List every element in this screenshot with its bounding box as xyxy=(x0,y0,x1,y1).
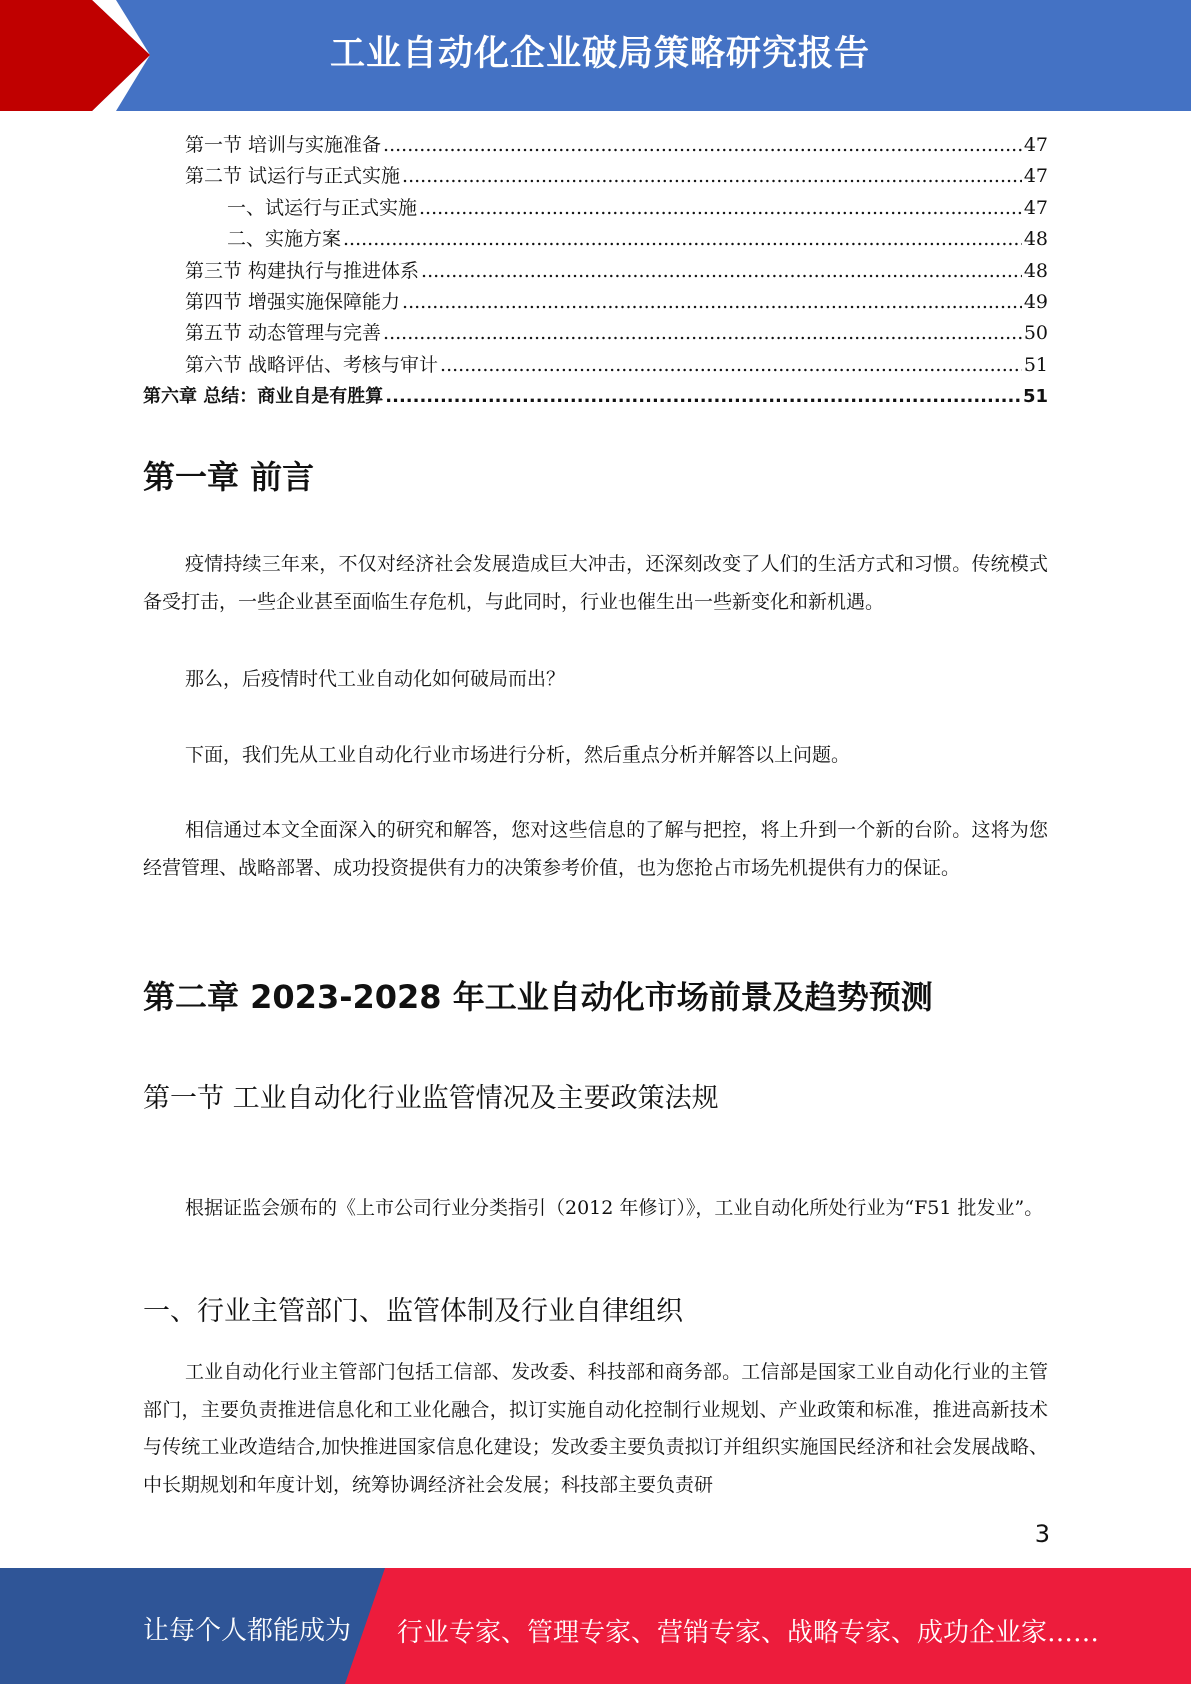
toc-leader-dots xyxy=(440,350,1022,381)
toc-leader-dots xyxy=(383,318,1022,349)
table-of-contents xyxy=(143,130,1048,413)
chapter1-paragraph-3: 下面，我们先从工业自动化行业市场进行分析，然后重点分析并解答以上问题。 xyxy=(185,744,851,766)
toc-entry-page: 51 xyxy=(1023,353,1048,376)
page-number: 3 xyxy=(1034,1520,1050,1548)
toc-leader-dots xyxy=(419,193,1022,224)
chapter1-paragraph-4: 相信通过本文全面深入的研究和解答，您对这些信息的了解与把控，将上升到一个新的台阶。这将为您经营管理、战略部署、成功投资提供有力的决策参考价值，也为您抢占市场先机提供有力的保证。 xyxy=(143,819,1048,879)
toc-entry[interactable] xyxy=(143,287,1048,318)
chapter2-paragraph-1: 根据证监会颁布的《上市公司行业分类指引（2012 年修订）》，工业自动化所处行业为“F51 批发业”。 xyxy=(185,1197,1044,1219)
toc-entry-label: 第三节 构建执行与推进体系 xyxy=(185,259,420,282)
toc-leader-dots xyxy=(385,381,1021,412)
chapter1-title: 第一章 前言 xyxy=(143,458,315,496)
toc-entry-label: 一、试运行与正式实施 xyxy=(227,196,418,219)
toc-entry-page: 50 xyxy=(1023,322,1048,345)
chapter2-section1-title: 第一节 工业自动化行业监管情况及主要政策法规 xyxy=(143,1083,719,1114)
toc-entry[interactable] xyxy=(143,381,1048,412)
toc-entry[interactable] xyxy=(143,161,1048,192)
footer-slogan-right: 行业专家、管理专家、营销专家、战略专家、成功企业家…… xyxy=(397,1618,1100,1648)
toc-entry-page: 47 xyxy=(1023,165,1048,188)
chapter2-sub1-title: 一、行业主管部门、监管体制及行业自律组织 xyxy=(143,1296,683,1327)
toc-entry-page: 51 xyxy=(1022,386,1048,408)
toc-entry-page: 47 xyxy=(1023,196,1048,219)
toc-leader-dots xyxy=(402,161,1022,192)
toc-entry-label: 二、实施方案 xyxy=(227,228,342,251)
toc-entry-label: 第一节 培训与实施准备 xyxy=(185,134,382,156)
toc-entry[interactable] xyxy=(143,224,1048,255)
footer-slogan-left: 让每个人都能成为 xyxy=(143,1616,352,1646)
toc-leader-dots xyxy=(343,224,1022,255)
chapter2-title: 第二章 2023-2028 年工业自动化市场前景及趋势预测 xyxy=(143,978,933,1016)
toc-leader-dots xyxy=(383,130,1022,161)
toc-entry-page: 49 xyxy=(1023,290,1048,313)
toc-leader-dots xyxy=(421,256,1022,287)
toc-entry-label: 第二节 试运行与正式实施 xyxy=(185,165,401,188)
toc-entry[interactable] xyxy=(143,130,1048,161)
toc-entry[interactable] xyxy=(143,318,1048,349)
toc-entry-label: 第六章 总结：商业自是有胜算 xyxy=(143,386,384,408)
chapter2-paragraph-2: 工业自动化行业主管部门包括工信部、发改委、科技部和商务部。工信部是国家工业自动化行业的主管部门，主要负责推进信息化和工业化融合，拟订实施自动化控制行业规划、产业政策和标准，推进高新技术与传统工业改造结合,加快推进国家信息化建设；发改委主要负责拟订并组织实施国民经济和社会发展战略、中长期规划和年度计划，统筹协调经济社会发展；科技部主要负责研 xyxy=(143,1361,1048,1496)
page-header xyxy=(0,0,1191,111)
toc-leader-dots xyxy=(402,287,1022,318)
page-footer xyxy=(0,1568,1191,1684)
toc-entry-page: 48 xyxy=(1023,228,1048,251)
toc-entry-page: 48 xyxy=(1023,259,1048,282)
toc-entry[interactable] xyxy=(143,256,1048,287)
toc-entry-label: 第四节 增强实施保障能力 xyxy=(185,290,401,313)
chapter1-paragraph-2: 那么，后疫情时代工业自动化如何破局而出？ xyxy=(185,668,566,690)
toc-entry[interactable] xyxy=(143,350,1048,381)
header-title: 工业自动化企业破局策略研究报告 xyxy=(330,34,871,74)
toc-entry[interactable] xyxy=(143,193,1048,224)
chapter1-paragraph-1: 疫情持续三年来，不仅对经济社会发展造成巨大冲击，还深刻改变了人们的生活方式和习惯。传统模式备受打击，一些企业甚至面临生存危机，与此同时，行业也催生出一些新变化和新机遇。 xyxy=(143,553,1048,613)
toc-entry-label: 第六节 战略评估、考核与审计 xyxy=(185,353,439,376)
toc-entry-page: 47 xyxy=(1023,134,1048,156)
toc-entry-label: 第五节 动态管理与完善 xyxy=(185,322,382,345)
